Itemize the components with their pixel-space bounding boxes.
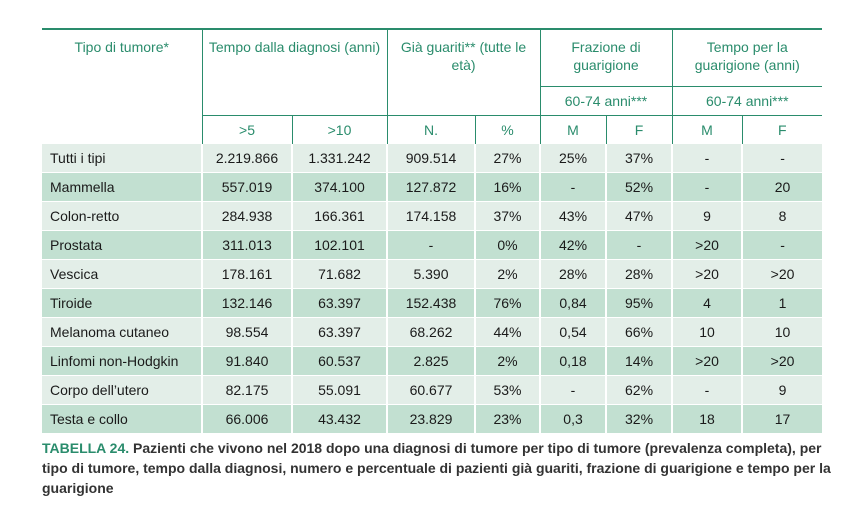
- table-cell: 66%: [606, 318, 672, 347]
- table-cell: 4: [672, 289, 742, 318]
- table-cell: 174.158: [387, 202, 475, 231]
- table-cell: 27%: [475, 144, 540, 173]
- table-cell: 37%: [606, 144, 672, 173]
- table-cell: -: [540, 376, 606, 405]
- table-cell: 102.101: [292, 231, 387, 260]
- table-cell: 28%: [540, 260, 606, 289]
- header-tempo-diagnosi: Tempo dalla diagnosi (anni): [202, 29, 387, 116]
- table-cell: >20: [672, 260, 742, 289]
- subheader-cell: M: [540, 116, 606, 145]
- table-cell: 374.100: [292, 173, 387, 202]
- table-row: [42, 231, 822, 260]
- table-cell: 53%: [475, 376, 540, 405]
- table-row: [42, 405, 822, 434]
- table-cell: 2%: [475, 347, 540, 376]
- table-cell: 166.361: [292, 202, 387, 231]
- prevalence-table: [42, 28, 822, 434]
- table-cell: 42%: [540, 231, 606, 260]
- row-label: Melanoma cutaneo: [42, 318, 202, 347]
- table-cell: 55.091: [292, 376, 387, 405]
- header-tempo-guarigione: Tempo per la guarigione (anni): [672, 29, 822, 87]
- table-cell: 28%: [606, 260, 672, 289]
- table-cell: 62%: [606, 376, 672, 405]
- row-label: Colon-retto: [42, 202, 202, 231]
- table-cell: 76%: [475, 289, 540, 318]
- table-cell: 66.006: [202, 405, 292, 434]
- table-cell: >20: [672, 231, 742, 260]
- table-cell: 17: [742, 405, 822, 434]
- subheader-cell: F: [606, 116, 672, 145]
- row-label: Corpo dell’utero: [42, 376, 202, 405]
- table-cell: 1: [742, 289, 822, 318]
- table-cell: 9: [742, 376, 822, 405]
- table-cell: 909.514: [387, 144, 475, 173]
- table-cell: 63.397: [292, 318, 387, 347]
- table-cell: 91.840: [202, 347, 292, 376]
- table-cell: 25%: [540, 144, 606, 173]
- table-cell: 98.554: [202, 318, 292, 347]
- table-cell: 0,54: [540, 318, 606, 347]
- table-row: [42, 376, 822, 405]
- table-cell: 152.438: [387, 289, 475, 318]
- table-row: [42, 318, 822, 347]
- table-cell: 8: [742, 202, 822, 231]
- table-cell: 63.397: [292, 289, 387, 318]
- table-cell: 52%: [606, 173, 672, 202]
- table-cell: 43%: [540, 202, 606, 231]
- header-tipo: Tipo di tumore*: [42, 29, 202, 144]
- table-cell: 16%: [475, 173, 540, 202]
- table-cell: 18: [672, 405, 742, 434]
- subheader-cell: >10: [292, 116, 387, 145]
- header-eta-frazione: 60-74 anni***: [540, 87, 672, 116]
- row-label: Mammella: [42, 173, 202, 202]
- table-cell: 557.019: [202, 173, 292, 202]
- row-label: Tiroide: [42, 289, 202, 318]
- subheader-cell: %: [475, 116, 540, 145]
- table-cell: -: [540, 173, 606, 202]
- table-cell: 14%: [606, 347, 672, 376]
- table-cell: 68.262: [387, 318, 475, 347]
- table-cell: 5.390: [387, 260, 475, 289]
- header-frazione: Frazione di guarigione: [540, 29, 672, 87]
- table-cell: 0,3: [540, 405, 606, 434]
- table-container: [42, 28, 822, 434]
- table-cell: 44%: [475, 318, 540, 347]
- subheader-cell: M: [672, 116, 742, 145]
- table-cell: 47%: [606, 202, 672, 231]
- caption-label: TABELLA 24.: [42, 440, 130, 456]
- table-cell: -: [672, 144, 742, 173]
- table-row: [42, 347, 822, 376]
- table-cell: 23.829: [387, 405, 475, 434]
- table-cell: -: [606, 231, 672, 260]
- table-cell: 0%: [475, 231, 540, 260]
- table-cell: 0,84: [540, 289, 606, 318]
- subheader-cell: >5: [202, 116, 292, 145]
- row-label: Prostata: [42, 231, 202, 260]
- table-cell: 2.219.866: [202, 144, 292, 173]
- header-gia-guariti: Già guariti** (tutte le età): [387, 29, 540, 116]
- row-label: Testa e collo: [42, 405, 202, 434]
- table-cell: 60.537: [292, 347, 387, 376]
- table-cell: -: [672, 376, 742, 405]
- table-cell: 284.938: [202, 202, 292, 231]
- table-cell: 178.161: [202, 260, 292, 289]
- table-cell: 71.682: [292, 260, 387, 289]
- table-cell: 1.331.242: [292, 144, 387, 173]
- table-cell: 2%: [475, 260, 540, 289]
- table-caption: [42, 438, 832, 498]
- table-cell: -: [742, 144, 822, 173]
- table-cell: 20: [742, 173, 822, 202]
- table-cell: -: [742, 231, 822, 260]
- row-label: Linfomi non-Hodgkin: [42, 347, 202, 376]
- table-cell: 311.013: [202, 231, 292, 260]
- table-cell: >20: [742, 260, 822, 289]
- table-cell: 132.146: [202, 289, 292, 318]
- table-cell: >20: [672, 347, 742, 376]
- table-cell: 0,18: [540, 347, 606, 376]
- row-label: Tutti i tipi: [42, 144, 202, 173]
- table-cell: 10: [672, 318, 742, 347]
- table-cell: 10: [742, 318, 822, 347]
- table-row: [42, 260, 822, 289]
- table-cell: 60.677: [387, 376, 475, 405]
- table-cell: 43.432: [292, 405, 387, 434]
- subheader-cell: F: [777, 122, 787, 138]
- table-row: [42, 289, 822, 318]
- header-eta-tempo: 60-74 anni***: [672, 87, 822, 116]
- table-cell: 82.175: [202, 376, 292, 405]
- table-row: [42, 202, 822, 231]
- caption-text: Pazienti che vivono nel 2018 dopo una diagnosi di tumore per tipo di tumore (prevalenza completa), per tipo di tumore, tempo dalla diagnosi, numero e percentuale di pazienti già guariti, frazione di guarigione e tempo per la guarigione: [42, 440, 831, 496]
- row-label: Vescica: [42, 260, 202, 289]
- table-row: [42, 173, 822, 202]
- table-cell: -: [672, 173, 742, 202]
- table-cell: 32%: [606, 405, 672, 434]
- table-cell: 23%: [475, 405, 540, 434]
- subheader-cell: N.: [387, 116, 475, 145]
- table-row: [42, 144, 822, 173]
- table-cell: 95%: [606, 289, 672, 318]
- table-cell: 127.872: [387, 173, 475, 202]
- table-cell: 2.825: [387, 347, 475, 376]
- table-cell: -: [387, 231, 475, 260]
- table-cell: 37%: [475, 202, 540, 231]
- table-cell: 9: [672, 202, 742, 231]
- table-cell: >20: [742, 347, 822, 376]
